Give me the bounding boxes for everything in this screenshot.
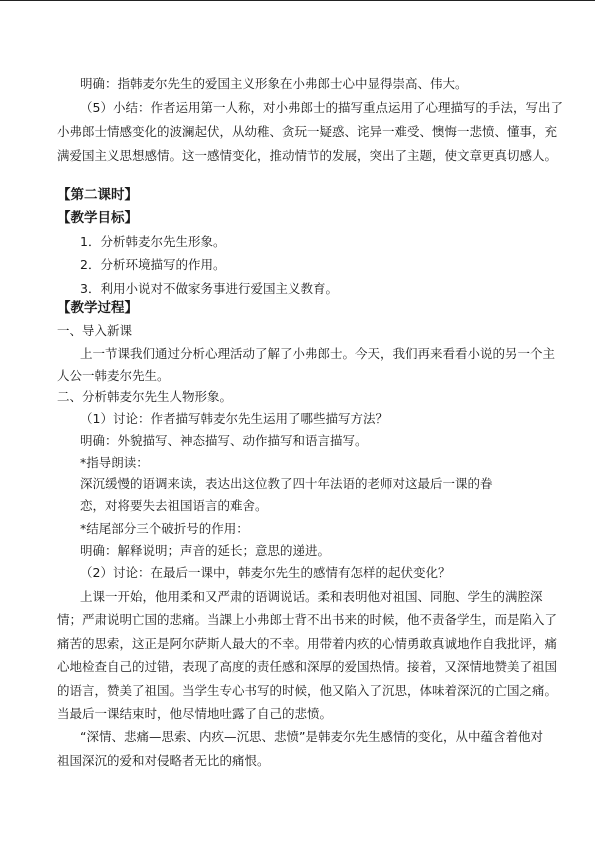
- discussion-question-1: （1）讨论：作者描写韩麦尔先生运用了哪些描写方法？: [80, 411, 388, 426]
- goal-item-3: 3．利用小说对不做家务事进行爱国主义教育。: [80, 281, 338, 296]
- paragraph-line-intro-1: 上一节课我们通过分析心理活动了解了小弗郎士。今天，我们再来看看小说的另一个主: [80, 346, 556, 361]
- paragraph-line-emotion-1: 上课一开始，他用柔和又严肃的语调说话。柔和表明他对祖国、同胞、学生的满腔深: [80, 589, 543, 604]
- step-heading-introduction: 一、导入新课: [57, 323, 133, 338]
- paragraph-line-conclusion-1: “深情、悲痛—思索、内疚—沉思、悲愤”是韩麦尔先生感情的变化，从中蕴含着他对: [80, 729, 543, 744]
- reading-guide-line-1: 深沉缓慢的语调来读，表达出这位教了四十年法语的老师对这最后一课的眷: [80, 476, 493, 491]
- paragraph-line-emotion-2: 情；严肃说明亡国的悲痛。当課上小弗郎士背不出书来的时候，他不责备学生，而是陷入了: [57, 612, 558, 627]
- answer-line-2: 明确：解释说明；声音的延长；意思的递进。: [80, 543, 331, 558]
- paragraph-line-clarify-patriot: 明确：指韩麦尔先生的爱国主义形象在小弗郎士心中显得崇高、伟大。: [80, 76, 468, 91]
- paragraph-line-emotion-6: 当最后一课结束时，他尽情地吐露了自己的悲愤。: [57, 706, 333, 721]
- reading-guide-heading: *指导朗读：: [80, 455, 149, 470]
- section-heading-second-lesson: 【第二课时】: [57, 187, 138, 203]
- paragraph-line-summary-1: （5）小结：作者运用第一人称，对小弗郎士的描写重点运用了心理描写的手法，写出了: [80, 100, 563, 115]
- paragraph-line-emotion-5: 的语言，赞美了祖国。当学生专心书写的时候，他又陷入了沉思，体味着深沉的亡国之痛。: [57, 683, 558, 698]
- answer-line-1: 明确：外貌描写、神态描写、动作描写和语言描写。: [80, 433, 368, 448]
- paragraph-line-intro-2: 人公一韩麦尔先生。: [57, 368, 170, 383]
- dash-function-heading: *结尾部分三个破折号的作用：: [80, 521, 249, 536]
- discussion-question-2: （2）讨论：在最后一课中，韩麦尔先生的感情有怎样的起伏变化？: [80, 565, 451, 580]
- paragraph-line-emotion-4: 心地检查自己的过错，表现了高度的责任感和深厚的爱国热情。接着，又深情地赞美了祖国: [57, 659, 558, 674]
- paragraph-line-conclusion-2: 祖国深沉的爱和对侵略者无比的痛恨。: [57, 753, 270, 768]
- reading-guide-line-2: 恋，对将要失去祖国语言的难舍。: [80, 498, 268, 513]
- paragraph-line-summary-2: 小弗郎士情感变化的波澜起伏，从幼稚、贪玩一疑惑、诧异一难受、懊悔一悲愤、懂事，充: [57, 124, 558, 139]
- step-heading-character-analysis: 二、分析韩麦尔先生人物形象。: [57, 389, 233, 404]
- goal-item-1: 1．分析韩麦尔先生形象。: [80, 234, 226, 249]
- paragraph-line-summary-3: 满爱国主义思想感情。这一感情变化，推动情节的发展，突出了主题，使文章更真切感人。: [57, 148, 558, 163]
- goal-item-2: 2．分析环境描写的作用。: [80, 257, 226, 272]
- paragraph-line-emotion-3: 痛苦的思索，这正是阿尔萨斯人最大的不幸。用带着内疚的心情勇敢真诚地作自我批评，痛: [57, 636, 558, 651]
- section-heading-teaching-goals: 【教学目标】: [57, 210, 138, 226]
- section-heading-teaching-process: 【教学过程】: [57, 300, 138, 316]
